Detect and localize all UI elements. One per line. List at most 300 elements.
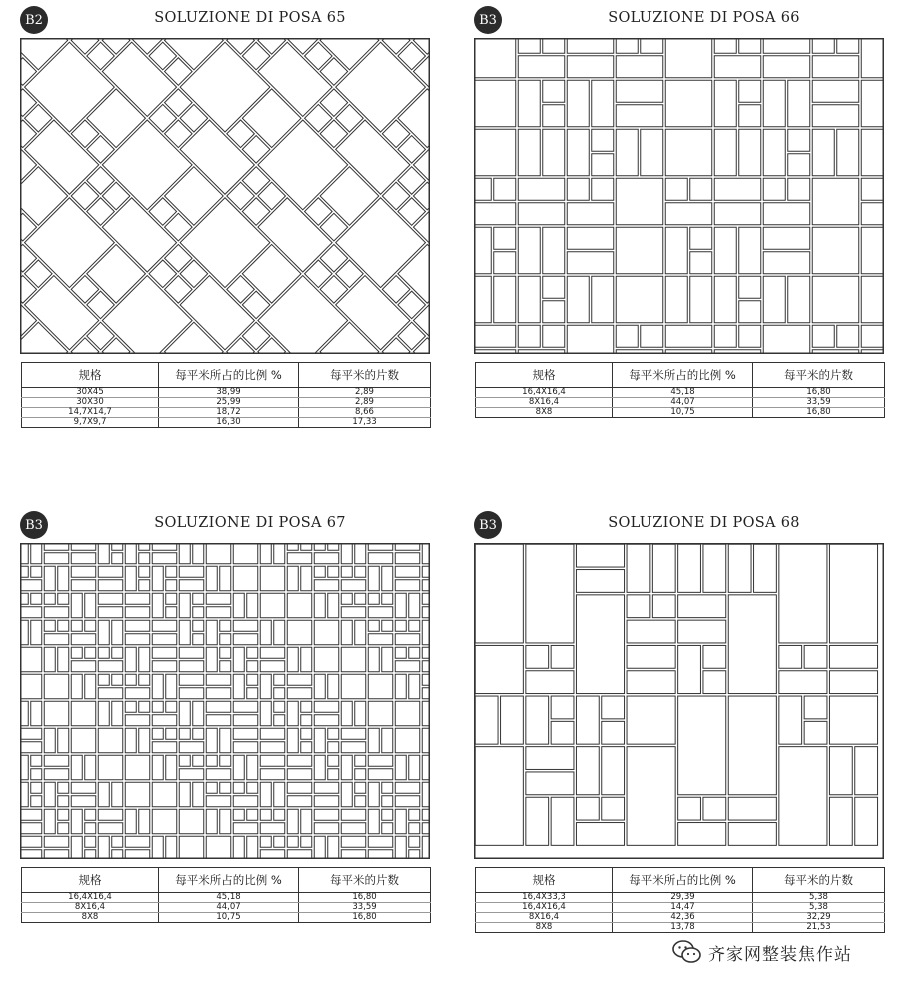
tile [179, 809, 204, 834]
tile [804, 721, 827, 744]
tile [714, 56, 761, 78]
tile [665, 80, 712, 127]
tile [616, 325, 638, 347]
tile [474, 38, 516, 78]
tile [368, 809, 379, 834]
tile [125, 647, 136, 672]
col-header-pieces: 每平米的片数 [753, 868, 885, 893]
tile [703, 797, 726, 820]
tile [274, 674, 285, 685]
tile [543, 38, 565, 53]
tile [341, 607, 366, 618]
tile [341, 580, 366, 591]
tile-pattern-grid [474, 38, 884, 354]
table-row [476, 388, 885, 398]
tile [71, 836, 82, 859]
tile [355, 566, 366, 577]
tile [690, 252, 712, 274]
tile [714, 325, 736, 347]
tile [341, 782, 352, 807]
tile [287, 647, 298, 672]
tile [314, 580, 339, 591]
tile [220, 566, 231, 591]
tile [703, 671, 726, 694]
tile [98, 836, 109, 859]
tile [763, 325, 810, 354]
tile [44, 620, 55, 631]
tile [328, 728, 339, 739]
tile [31, 755, 42, 766]
cell-size: 14,7X14,7 [22, 408, 159, 418]
tile [474, 80, 516, 127]
tile [861, 38, 884, 78]
tile [260, 647, 285, 658]
tile [274, 715, 285, 726]
tile [567, 80, 589, 127]
tile [98, 580, 123, 591]
panel-posa-65 [20, 4, 432, 428]
tile [526, 772, 574, 795]
tile [20, 580, 42, 591]
tile [382, 566, 393, 591]
table-row [476, 398, 885, 408]
tile [690, 227, 712, 249]
table-header-row [476, 868, 885, 893]
tile [665, 276, 687, 323]
tile [98, 607, 123, 618]
tile [763, 203, 810, 225]
tile [193, 593, 204, 604]
tile [678, 696, 726, 795]
tile [247, 661, 258, 672]
tile [314, 715, 339, 726]
tile [44, 701, 69, 726]
tile [98, 566, 123, 577]
tile [395, 634, 420, 645]
tile [652, 595, 675, 618]
tile-pattern-diagonal [20, 38, 430, 354]
tile [71, 755, 82, 780]
tile [474, 129, 516, 176]
cell-pieces: 21,53 [753, 923, 885, 933]
badge: B3 [474, 6, 502, 34]
tile [355, 796, 366, 807]
tile [247, 782, 258, 793]
tile [274, 836, 285, 847]
tile [152, 674, 163, 699]
tile [714, 227, 736, 274]
tile [551, 696, 574, 719]
cell-ratio: 13,78 [613, 923, 753, 933]
tile [861, 227, 883, 274]
tile [543, 301, 565, 323]
tile [754, 544, 777, 592]
tile [690, 276, 712, 323]
tile [543, 325, 565, 347]
tile [152, 553, 177, 564]
tile [233, 809, 244, 820]
tile [328, 566, 339, 577]
tile [518, 56, 565, 78]
tile [616, 38, 638, 53]
cell-ratio: 29,39 [613, 893, 753, 903]
tile [382, 796, 393, 807]
tile [314, 647, 339, 672]
tile [44, 634, 69, 645]
tile [139, 674, 150, 685]
tile [71, 634, 96, 645]
tile [728, 544, 751, 592]
tile [368, 836, 393, 847]
tile [44, 674, 69, 699]
table-header-row [22, 363, 431, 388]
tile [616, 80, 663, 102]
tile [125, 836, 150, 847]
tile [314, 836, 325, 859]
cell-ratio: 18,72 [159, 408, 299, 418]
tile [576, 696, 599, 744]
tile [861, 178, 883, 200]
cell-size: 16,4X16,4 [476, 388, 613, 398]
tile [125, 566, 136, 591]
tile [728, 595, 776, 694]
tile [861, 325, 884, 347]
tile [341, 620, 352, 645]
tile [829, 797, 852, 845]
tile [837, 325, 859, 347]
table-row [476, 913, 885, 923]
tile [475, 645, 523, 693]
panel-header [20, 4, 432, 38]
tile [641, 38, 663, 53]
tile [98, 755, 123, 780]
tile [98, 661, 123, 672]
table-row [476, 893, 885, 903]
tile [526, 696, 549, 744]
tile [368, 755, 393, 766]
tile [260, 593, 285, 618]
tile [395, 566, 420, 577]
tile [152, 809, 177, 834]
cell-ratio: 14,47 [613, 903, 753, 913]
tile [287, 701, 298, 726]
tile [85, 674, 96, 699]
tile [260, 620, 271, 645]
cell-ratio: 38,99 [159, 388, 299, 398]
tile [616, 56, 663, 78]
tile [20, 674, 42, 699]
tile [193, 634, 204, 645]
tile [44, 593, 55, 604]
tile [382, 728, 393, 753]
tile [678, 595, 726, 618]
tile [233, 836, 244, 859]
tile [395, 796, 420, 807]
tile [71, 782, 96, 793]
cell-ratio: 45,18 [159, 893, 299, 903]
tile [71, 701, 96, 726]
cell-pieces: 33,59 [753, 398, 885, 408]
tile [576, 570, 624, 593]
tile [474, 227, 491, 274]
tile [382, 593, 393, 604]
tile [739, 227, 761, 274]
tile [220, 755, 231, 766]
tile [44, 728, 55, 753]
tile [233, 782, 244, 793]
tile [220, 782, 231, 793]
tile [112, 836, 123, 847]
tile [233, 543, 258, 564]
tile [31, 769, 42, 780]
tile [166, 755, 177, 780]
badge: B3 [20, 511, 48, 539]
cell-pieces: 16,80 [753, 388, 885, 398]
tile [166, 607, 177, 618]
tile [166, 580, 177, 591]
tile [328, 593, 339, 618]
tile [341, 543, 352, 564]
tile [287, 728, 298, 753]
tile [314, 728, 325, 753]
tile-pattern-basketweave [20, 543, 430, 859]
tile [85, 593, 96, 618]
tile [152, 715, 177, 726]
tile [220, 809, 231, 834]
tile [125, 715, 150, 726]
cell-size: 30X45 [22, 388, 159, 398]
tile [812, 38, 834, 53]
tile [543, 129, 565, 176]
tile [260, 755, 285, 766]
tile [233, 728, 258, 739]
tile [152, 634, 177, 645]
tile [71, 620, 82, 631]
cell-size: 8X16,4 [476, 398, 613, 408]
tile [804, 696, 827, 719]
tile [287, 593, 312, 618]
cell-pieces: 32,29 [753, 913, 885, 923]
tile [592, 276, 614, 323]
tile [837, 129, 859, 176]
tile [20, 809, 42, 820]
tile [652, 544, 675, 592]
tile [576, 544, 624, 567]
tile [703, 544, 726, 592]
cell-size: 9,7X9,7 [22, 418, 159, 428]
tile [409, 809, 420, 820]
tile [301, 742, 312, 753]
watermark [672, 937, 852, 967]
tile [804, 645, 827, 668]
tile [314, 553, 339, 564]
tile [139, 566, 150, 577]
table-row [22, 408, 431, 418]
tile [567, 56, 614, 78]
cell-pieces: 5,38 [753, 893, 885, 903]
tile [616, 276, 663, 323]
tile [592, 154, 614, 176]
tile [314, 809, 339, 820]
tile [763, 56, 810, 78]
tile [395, 647, 406, 658]
tile [152, 661, 177, 672]
tile [526, 671, 574, 694]
tile [763, 129, 785, 176]
tile [788, 80, 810, 127]
tile [139, 580, 150, 591]
tile [125, 755, 150, 780]
tile [518, 129, 540, 176]
tile [314, 593, 325, 618]
tile [592, 178, 614, 200]
tile [125, 688, 150, 699]
tile [395, 755, 406, 780]
tile [395, 593, 406, 618]
tile [125, 634, 150, 645]
tile [829, 544, 877, 643]
tile [518, 325, 540, 347]
tile [206, 647, 217, 672]
tile [58, 823, 69, 834]
tile [714, 38, 736, 53]
tile [179, 580, 204, 591]
tile [409, 620, 420, 631]
tile [206, 674, 231, 685]
tile [341, 836, 366, 847]
tile [98, 593, 123, 604]
tile [260, 566, 285, 591]
badge: B3 [474, 511, 502, 539]
col-header-pieces: 每平米的片数 [299, 363, 431, 388]
tile [166, 701, 177, 712]
tile [125, 782, 150, 807]
tile [714, 178, 761, 200]
tile [301, 809, 312, 834]
tile [98, 674, 109, 685]
col-header-ratio: 每平米所占的比例 % [159, 363, 299, 388]
tile [31, 782, 42, 793]
table-row [22, 913, 431, 923]
tile [341, 755, 352, 780]
cell-pieces: 16,80 [299, 913, 431, 923]
tile [193, 728, 204, 739]
tile [179, 620, 190, 645]
tile [287, 836, 298, 847]
tile [112, 620, 123, 645]
tile [518, 227, 540, 274]
tile [152, 728, 163, 739]
spec-table [21, 362, 431, 428]
col-header-size: 规格 [476, 363, 613, 388]
tile [220, 634, 231, 645]
panel-header [474, 4, 886, 38]
col-header-pieces: 每平米的片数 [299, 868, 431, 893]
tile [139, 553, 150, 564]
tile [274, 809, 285, 820]
cell-ratio: 44,07 [159, 903, 299, 913]
tile [763, 252, 810, 274]
tile [576, 797, 599, 820]
tile [179, 782, 190, 807]
tile [567, 178, 589, 200]
tile [166, 728, 177, 739]
tile [341, 674, 366, 699]
tile [501, 696, 524, 744]
tile [627, 696, 675, 744]
tile [409, 836, 420, 847]
tile [71, 674, 82, 699]
tile [341, 823, 366, 834]
tile [368, 674, 393, 699]
tile [341, 728, 366, 739]
tile [233, 701, 258, 712]
tile [301, 647, 312, 672]
tile [475, 747, 523, 846]
tile [85, 647, 96, 658]
tile [139, 701, 150, 712]
tile [567, 252, 614, 274]
tile [861, 80, 884, 127]
tile [861, 203, 884, 225]
tile [179, 701, 190, 726]
tile [20, 823, 42, 834]
tile [112, 782, 123, 807]
tile [779, 747, 827, 846]
tile [44, 553, 69, 564]
tile [714, 203, 761, 225]
tile [368, 728, 379, 753]
tile [179, 769, 204, 780]
panel-title: SOLUZIONE DI POSA 65 [154, 10, 346, 26]
tile [355, 782, 366, 793]
tile [812, 227, 859, 274]
tile [368, 701, 393, 726]
tile [58, 809, 69, 820]
tile [260, 836, 271, 847]
panel-header [474, 509, 886, 543]
tile [382, 647, 393, 672]
tile [179, 728, 190, 739]
tile [314, 566, 325, 577]
tile [20, 728, 42, 739]
tile [567, 38, 614, 53]
tile [233, 715, 258, 726]
tile [678, 797, 701, 820]
col-header-ratio: 每平米所占的比例 % [613, 868, 753, 893]
tile [98, 620, 109, 645]
tile [665, 227, 687, 274]
tile [739, 38, 761, 53]
tile [368, 553, 393, 564]
tile [152, 566, 163, 591]
tile [260, 823, 285, 834]
tile [274, 688, 285, 699]
tile [193, 782, 204, 807]
panel-posa-67 [20, 509, 432, 923]
tile [206, 543, 231, 564]
tile [314, 823, 339, 834]
tile [395, 728, 420, 753]
tile [247, 593, 258, 618]
tile [551, 721, 574, 744]
tile [409, 755, 420, 780]
tile [788, 276, 810, 323]
tile [355, 543, 366, 564]
tile [314, 755, 325, 780]
tile [274, 543, 285, 564]
tile [616, 227, 663, 274]
